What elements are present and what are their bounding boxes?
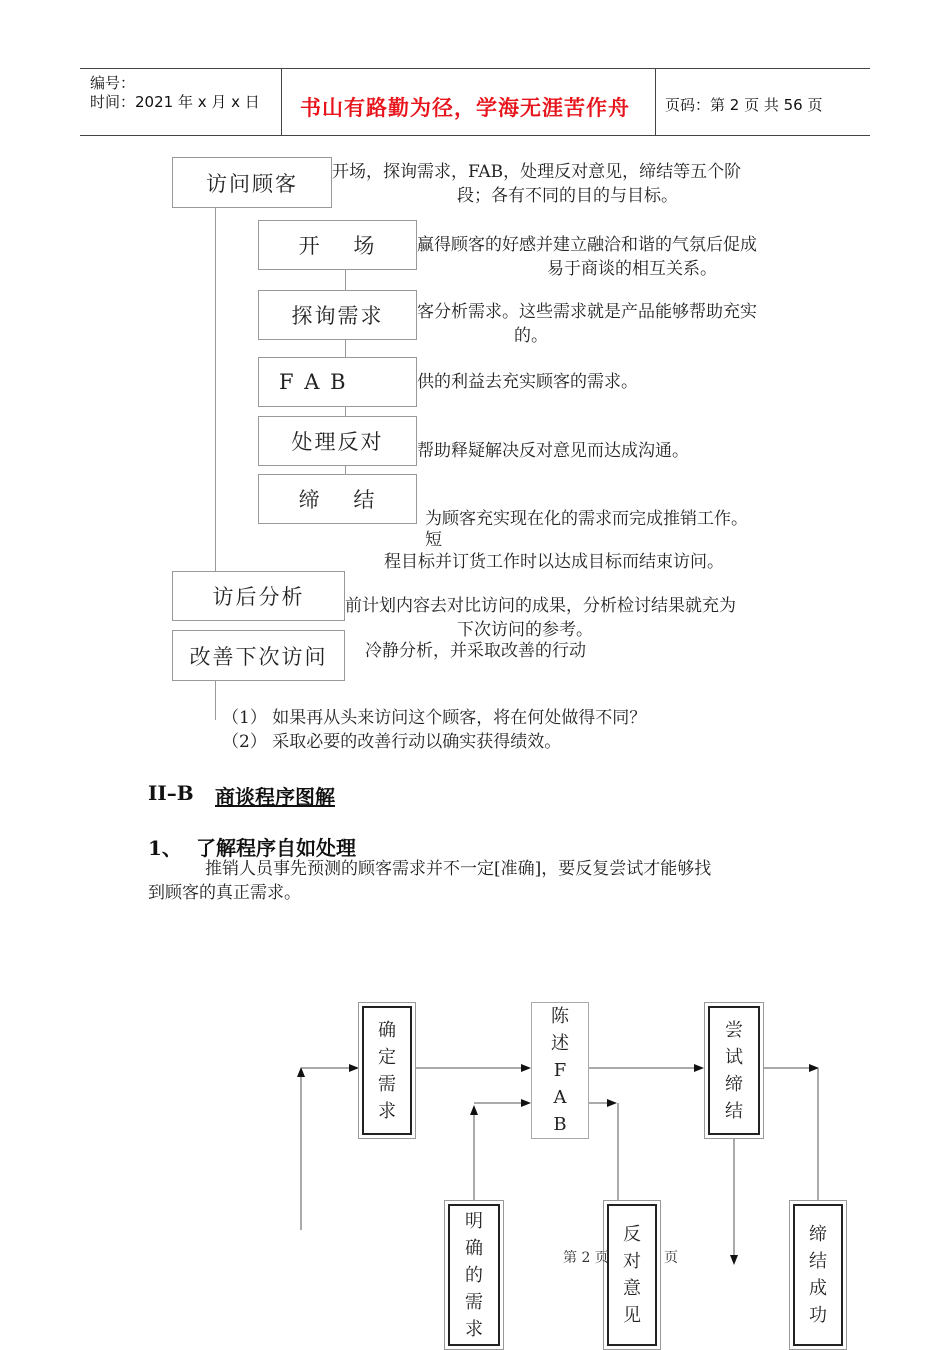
flow-desc-fab-1: 供的利益去充实顾客的需求。 bbox=[417, 372, 638, 392]
flow-desc-close-2: 短 bbox=[425, 530, 442, 550]
flow-desc-open-2: 易于商谈的相互关系。 bbox=[547, 259, 717, 279]
paragraph-line-1: 推销人员事先预测的顾客需求并不一定[准确]，要反复尝试才能够找 bbox=[205, 859, 712, 879]
flow-desc-probe-1: 客分析需求。这些需求就是产品能够帮助充实 bbox=[417, 302, 757, 322]
flow-desc-open-1: 赢得顾客的好感并建立融洽和谐的气氛后促成 bbox=[417, 235, 757, 255]
flow-desc-visit-1: 开场，探询需求，FAB，处理反对意见，缔结等五个阶 bbox=[332, 162, 742, 182]
flow-desc-visit-2: 段；各有不同的目的与目标。 bbox=[457, 186, 678, 206]
section-code: II–B bbox=[148, 781, 194, 805]
header-time-label: 时间：2021 年 x 月 x 日 bbox=[90, 93, 260, 111]
flow-question-1: （1） 如果再从头来访问这个顾客，将在何处做得不同？ bbox=[222, 708, 647, 728]
header-motto: 书山有路勤为径，学海无涯苦作舟 bbox=[300, 96, 630, 120]
flow-box-post: 访后分析 bbox=[172, 571, 345, 621]
flow-box-open: 开 场 bbox=[258, 220, 417, 270]
flow-box-probe: 探询需求 bbox=[258, 290, 417, 340]
diagram-box-confirm-need: 确 定 需 求 bbox=[358, 1002, 416, 1139]
diagram-box-objection: 反 对 意 见 bbox=[603, 1200, 661, 1350]
flow-box-objection: 处理反对 bbox=[258, 416, 417, 466]
subsection-title: 了解程序自如处理 bbox=[196, 836, 356, 860]
footer-page-suffix: 页 bbox=[664, 1250, 678, 1266]
footer-page-prefix: 第 2 页 bbox=[563, 1250, 609, 1266]
subsection-number: 1、 bbox=[148, 836, 182, 860]
diagram-box-try-close: 尝 试 缔 结 bbox=[704, 1002, 764, 1139]
flow-desc-probe-2: 的。 bbox=[514, 326, 548, 346]
header-page-label: 页码：第 2 页 共 56 页 bbox=[665, 96, 823, 114]
flow-desc-improve-1: 冷静分析，并采取改善的行动 bbox=[365, 641, 586, 661]
flow-box-fab: F A B bbox=[258, 357, 417, 407]
diagram-box-clear-need: 明 确 的 需 求 bbox=[444, 1200, 504, 1350]
section-title: 商谈程序图解 bbox=[215, 785, 335, 809]
diagram-box-success: 缔 结 成 功 bbox=[789, 1200, 847, 1350]
flow-desc-post-2: 下次访问的参考。 bbox=[457, 620, 593, 640]
paragraph-line-2: 到顾客的真正需求。 bbox=[148, 883, 301, 903]
flow-desc-post-1: 前计划内容去对比访问的成果，分析检讨结果就充为 bbox=[345, 596, 736, 616]
flow-box-improve: 改善下次访问 bbox=[172, 630, 345, 681]
diagram-box-state-fab: 陈 述 F A B bbox=[531, 1002, 589, 1139]
flow-question-2: （2） 采取必要的改善行动以确实获得绩效。 bbox=[222, 732, 562, 752]
flow-box-visit: 访问顾客 bbox=[172, 157, 332, 208]
flow-box-close: 缔 结 bbox=[258, 474, 417, 524]
flow-desc-close-1: 为顾客充实现在化的需求而完成推销工作。 bbox=[425, 509, 748, 529]
flow-desc-objection-1: 帮助释疑解决反对意见而达成沟通。 bbox=[417, 441, 689, 461]
flow-desc-close-3: 程目标并订货工作时以达成目标而结束访问。 bbox=[384, 552, 724, 572]
header-number-label: 编号： bbox=[90, 74, 136, 92]
